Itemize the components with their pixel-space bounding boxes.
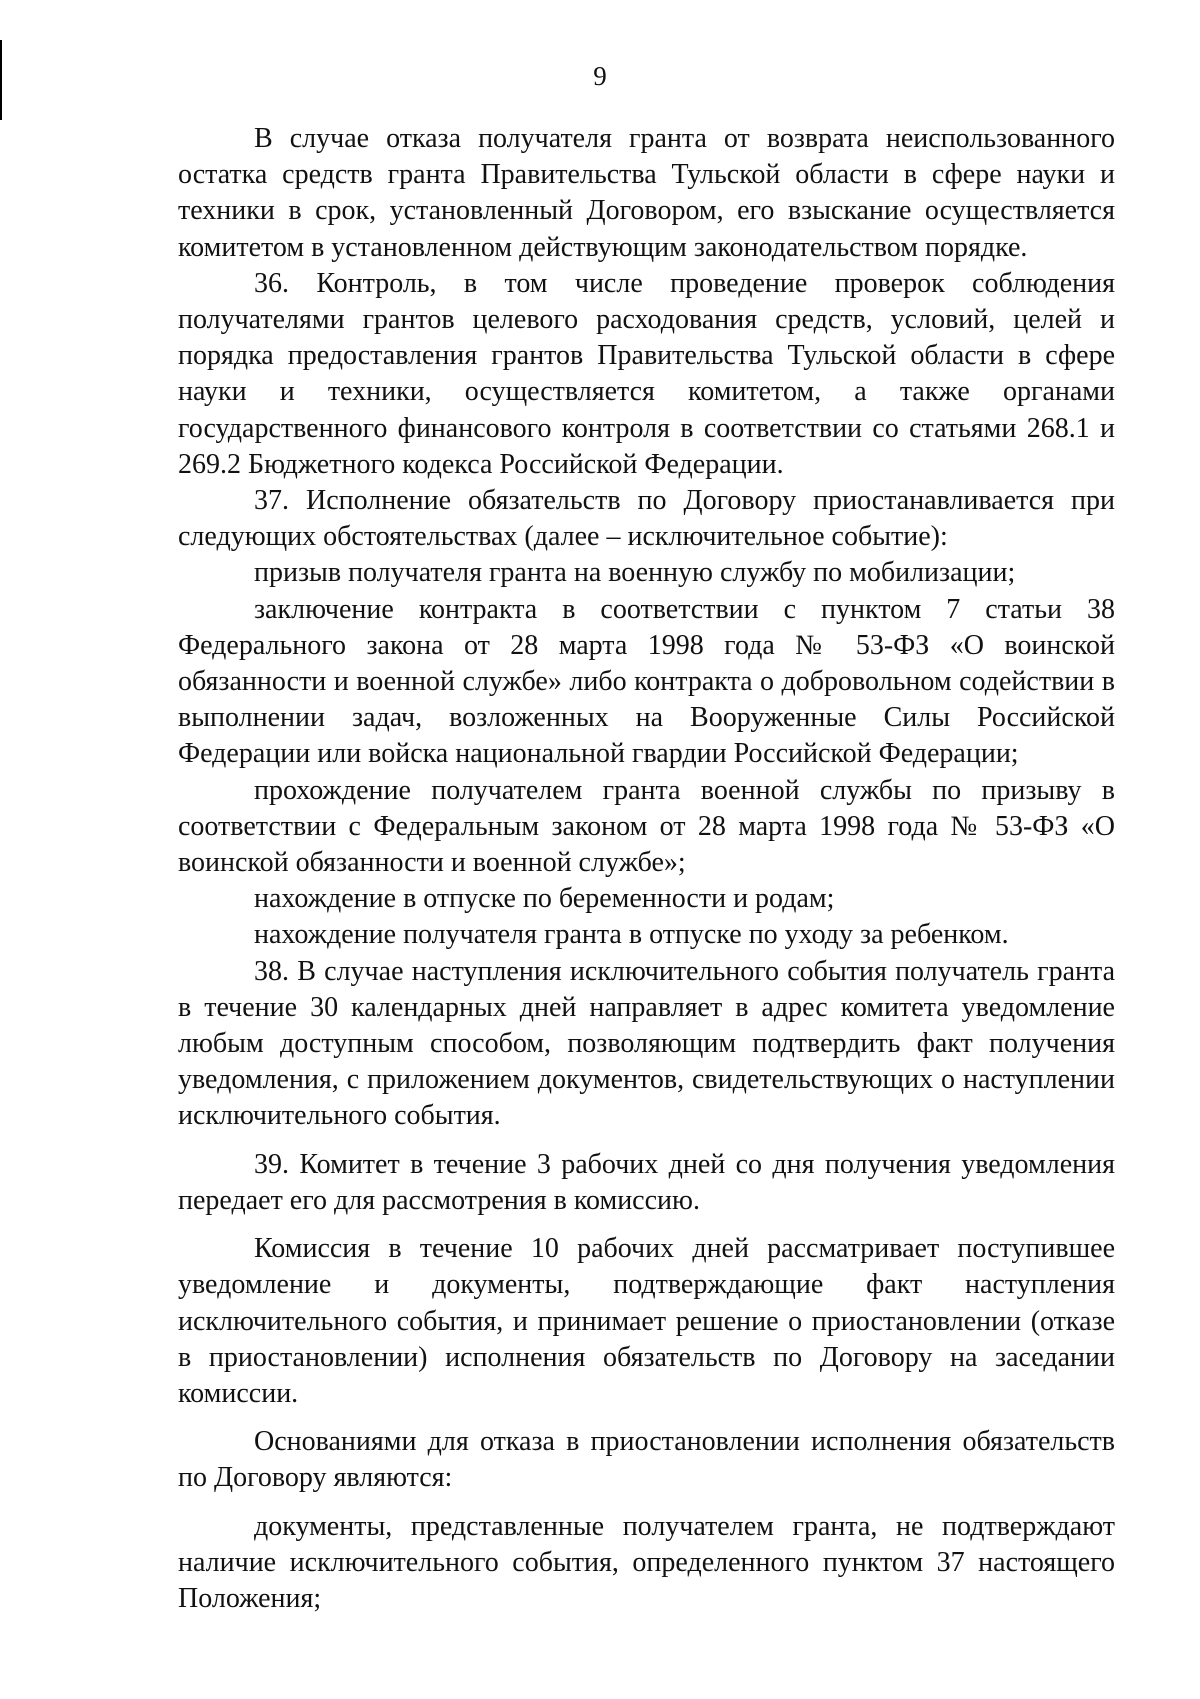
paragraph-refusal-grounds: Основаниями для отказа в приостановлении исполнения обязательств по Договору являются:	[178, 1426, 1115, 1494]
paragraph-38-notification: 38. В случае наступления исключительного события получатель гранта в течение 30 календарных дней направляет в адрес комитета уведомление любым доступным способом, позволяющим подтвердить факт получения уведомления, с приложением документов, свидетельствующих о наступлении исключительного события.	[178, 955, 1115, 1132]
list-item-contract: заключение контракта в соответствии с пунктом 7 статьи 38 Федерального закона от 28 марта 1998 года № 53-ФЗ «О воинской обязанности и военной службе» либо контракта о добровольном содействии в выполнении задач, возложенных на Вооруженные Силы Российской Федерации или войска национальной гвардии Российской Федерации;	[178, 593, 1115, 770]
page-number: 9	[593, 61, 607, 91]
list-item-mobilization: призыв получателя гранта на военную службу по мобилизации;	[254, 557, 1016, 589]
list-item-maternity-leave: нахождение в отпуске по беременности и родам;	[254, 883, 835, 915]
document-body	[178, 121, 1115, 1617]
paragraph-36-control: 36. Контроль, в том числе проведение проверок соблюдения получателями грантов целевого расходования средств, условий, целей и порядка предоставления грантов Правительства Тульской области в сфере науки и техники, осуществляется комитетом, а также органами государственного финансового контроля в соответствии со статьями 268.1 и 269.2 Бюджетного кодекса Российской Федерации.	[178, 267, 1115, 480]
list-item-documents-not-confirming: документы, представленные получателем гранта, не подтверждают наличие исключительного события, определенного пунктом 37 настоящего Положения;	[178, 1510, 1115, 1614]
list-item-childcare-leave: нахождение получателя гранта в отпуске по уходу за ребенком.	[254, 919, 1009, 951]
list-item-conscription: прохождение получателем гранта военной службы по призыву в соответствии с Федеральным законом от 28 марта 1998 года № 53-ФЗ «О воинской обязанности и военной службе»;	[178, 774, 1115, 879]
paragraph-37-suspension: 37. Исполнение обязательств по Договору приостанавливается при следующих обстоятельствах (далее – исключительное событие):	[178, 485, 1115, 553]
paragraph-39-committee: 39. Комитет в течение 3 рабочих дней со дня получения уведомления передает его для рассмотрения в комиссию.	[178, 1148, 1115, 1216]
paragraph-grant-refusal: В случае отказа получателя гранта от возврата неиспользованного остатка средств гранта Правительства Тульской области в сфере науки и техники в срок, установленный Договором, его взыскание осуществляется комитетом в установленном действующим законодательством порядке.	[178, 123, 1115, 263]
paragraph-commission-review: Комиссия в течение 10 рабочих дней рассматривает поступившее уведомление и документы, подтверждающие факт наступления исключительного события, и принимает решение о приостановлении (отказе в приостановлении) исполнения обязательств по Договору на заседании комиссии.	[178, 1233, 1115, 1409]
